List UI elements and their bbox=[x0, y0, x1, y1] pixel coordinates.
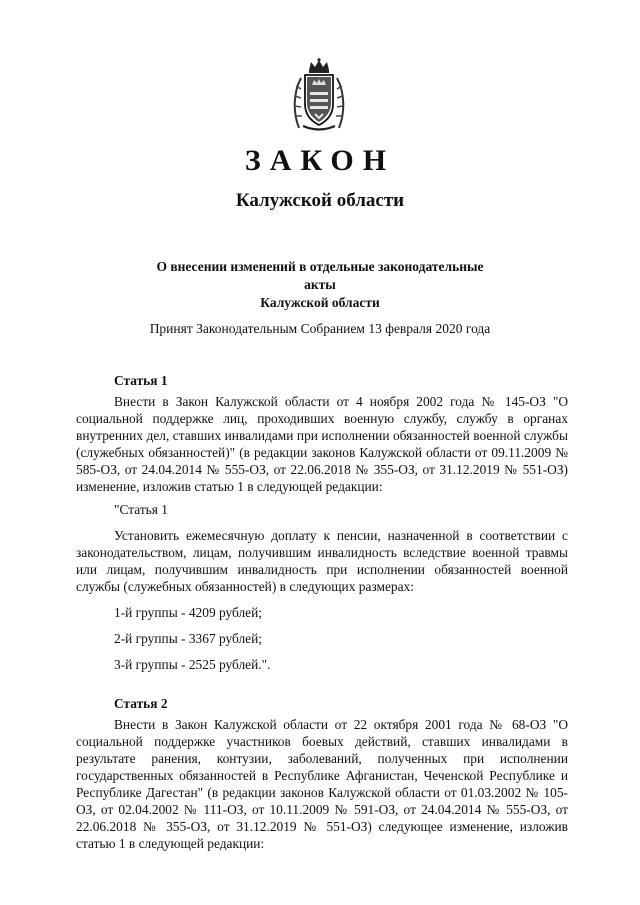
law-heading bbox=[150, 258, 490, 312]
adoption-line: Принят Законодательным Собранием 13 февраля 2020 года bbox=[149, 321, 491, 336]
document-title: ЗАКОН bbox=[244, 144, 396, 177]
article2-title: Статья 2 bbox=[114, 696, 168, 711]
article1-group-1: 1-й группы - 4209 рублей; bbox=[114, 605, 263, 620]
document-body bbox=[76, 372, 568, 852]
law-heading-line2: Калужской области bbox=[260, 295, 380, 310]
article2-intro: Внести в Закон Калужской области от 22 октября 2001 года № 68-ОЗ "О социальной поддержке участников боевых действий, ставших инвалидами в результате ранения, контузии, заболеваний, полученных при исполнении государственных обязанностей в Республике Афганистан, Чеченской Республике и Республике Дагестан" (в редакции законов Калужской области от 01.03.2002 № 105-ОЗ, от 02.04.2002 № 111-ОЗ, от 10.11.2009 № 591-ОЗ, от 24.04.2014 № 555-ОЗ, от 22.06.2018 № 355-ОЗ, от 31.12.2019 № 551-ОЗ) следующее изменение, изложив статью 1 в следующей редакции: bbox=[76, 717, 568, 851]
coat-of-arms-icon bbox=[291, 58, 347, 134]
law-heading-line1: О внесении изменений в отдельные законодательные акты bbox=[156, 259, 484, 292]
article1-group-3: 3-й группы - 2525 рублей.". bbox=[114, 657, 271, 672]
article1-intro: Внести в Закон Калужской области от 4 ноября 2002 года № 145-ОЗ "О социальной поддержке лиц, проходивших военную службу, службу в органах внутренних дел, ставших инвалидами при исполнении обязанностей военной службы (служебных обязанностей)" (в редакции законов Калужской области от 09.11.2009 № 585-ОЗ, от 24.04.2014 № 555-ОЗ, от 22.06.2018 № 355-ОЗ, от 31.12.2019 № 551-ОЗ) изменение, изложив статью 1 в следующей редакции: bbox=[76, 394, 568, 494]
article1-title: Статья 1 bbox=[114, 373, 168, 388]
article1-quoted-title: "Статья 1 bbox=[114, 502, 168, 517]
article1-text: Установить ежемесячную доплату к пенсии, назначенной в соответствии с законодательством, лицам, получившим инвалидность вследствие военной травмы или лицам, получившим инвалидность при исполнении обязанностей военной службы (служебных обязанностей) в следующих размерах: bbox=[76, 528, 568, 594]
document-subtitle: Калужской области bbox=[235, 190, 405, 211]
article1-group-2: 2-й группы - 3367 рублей; bbox=[114, 631, 263, 646]
